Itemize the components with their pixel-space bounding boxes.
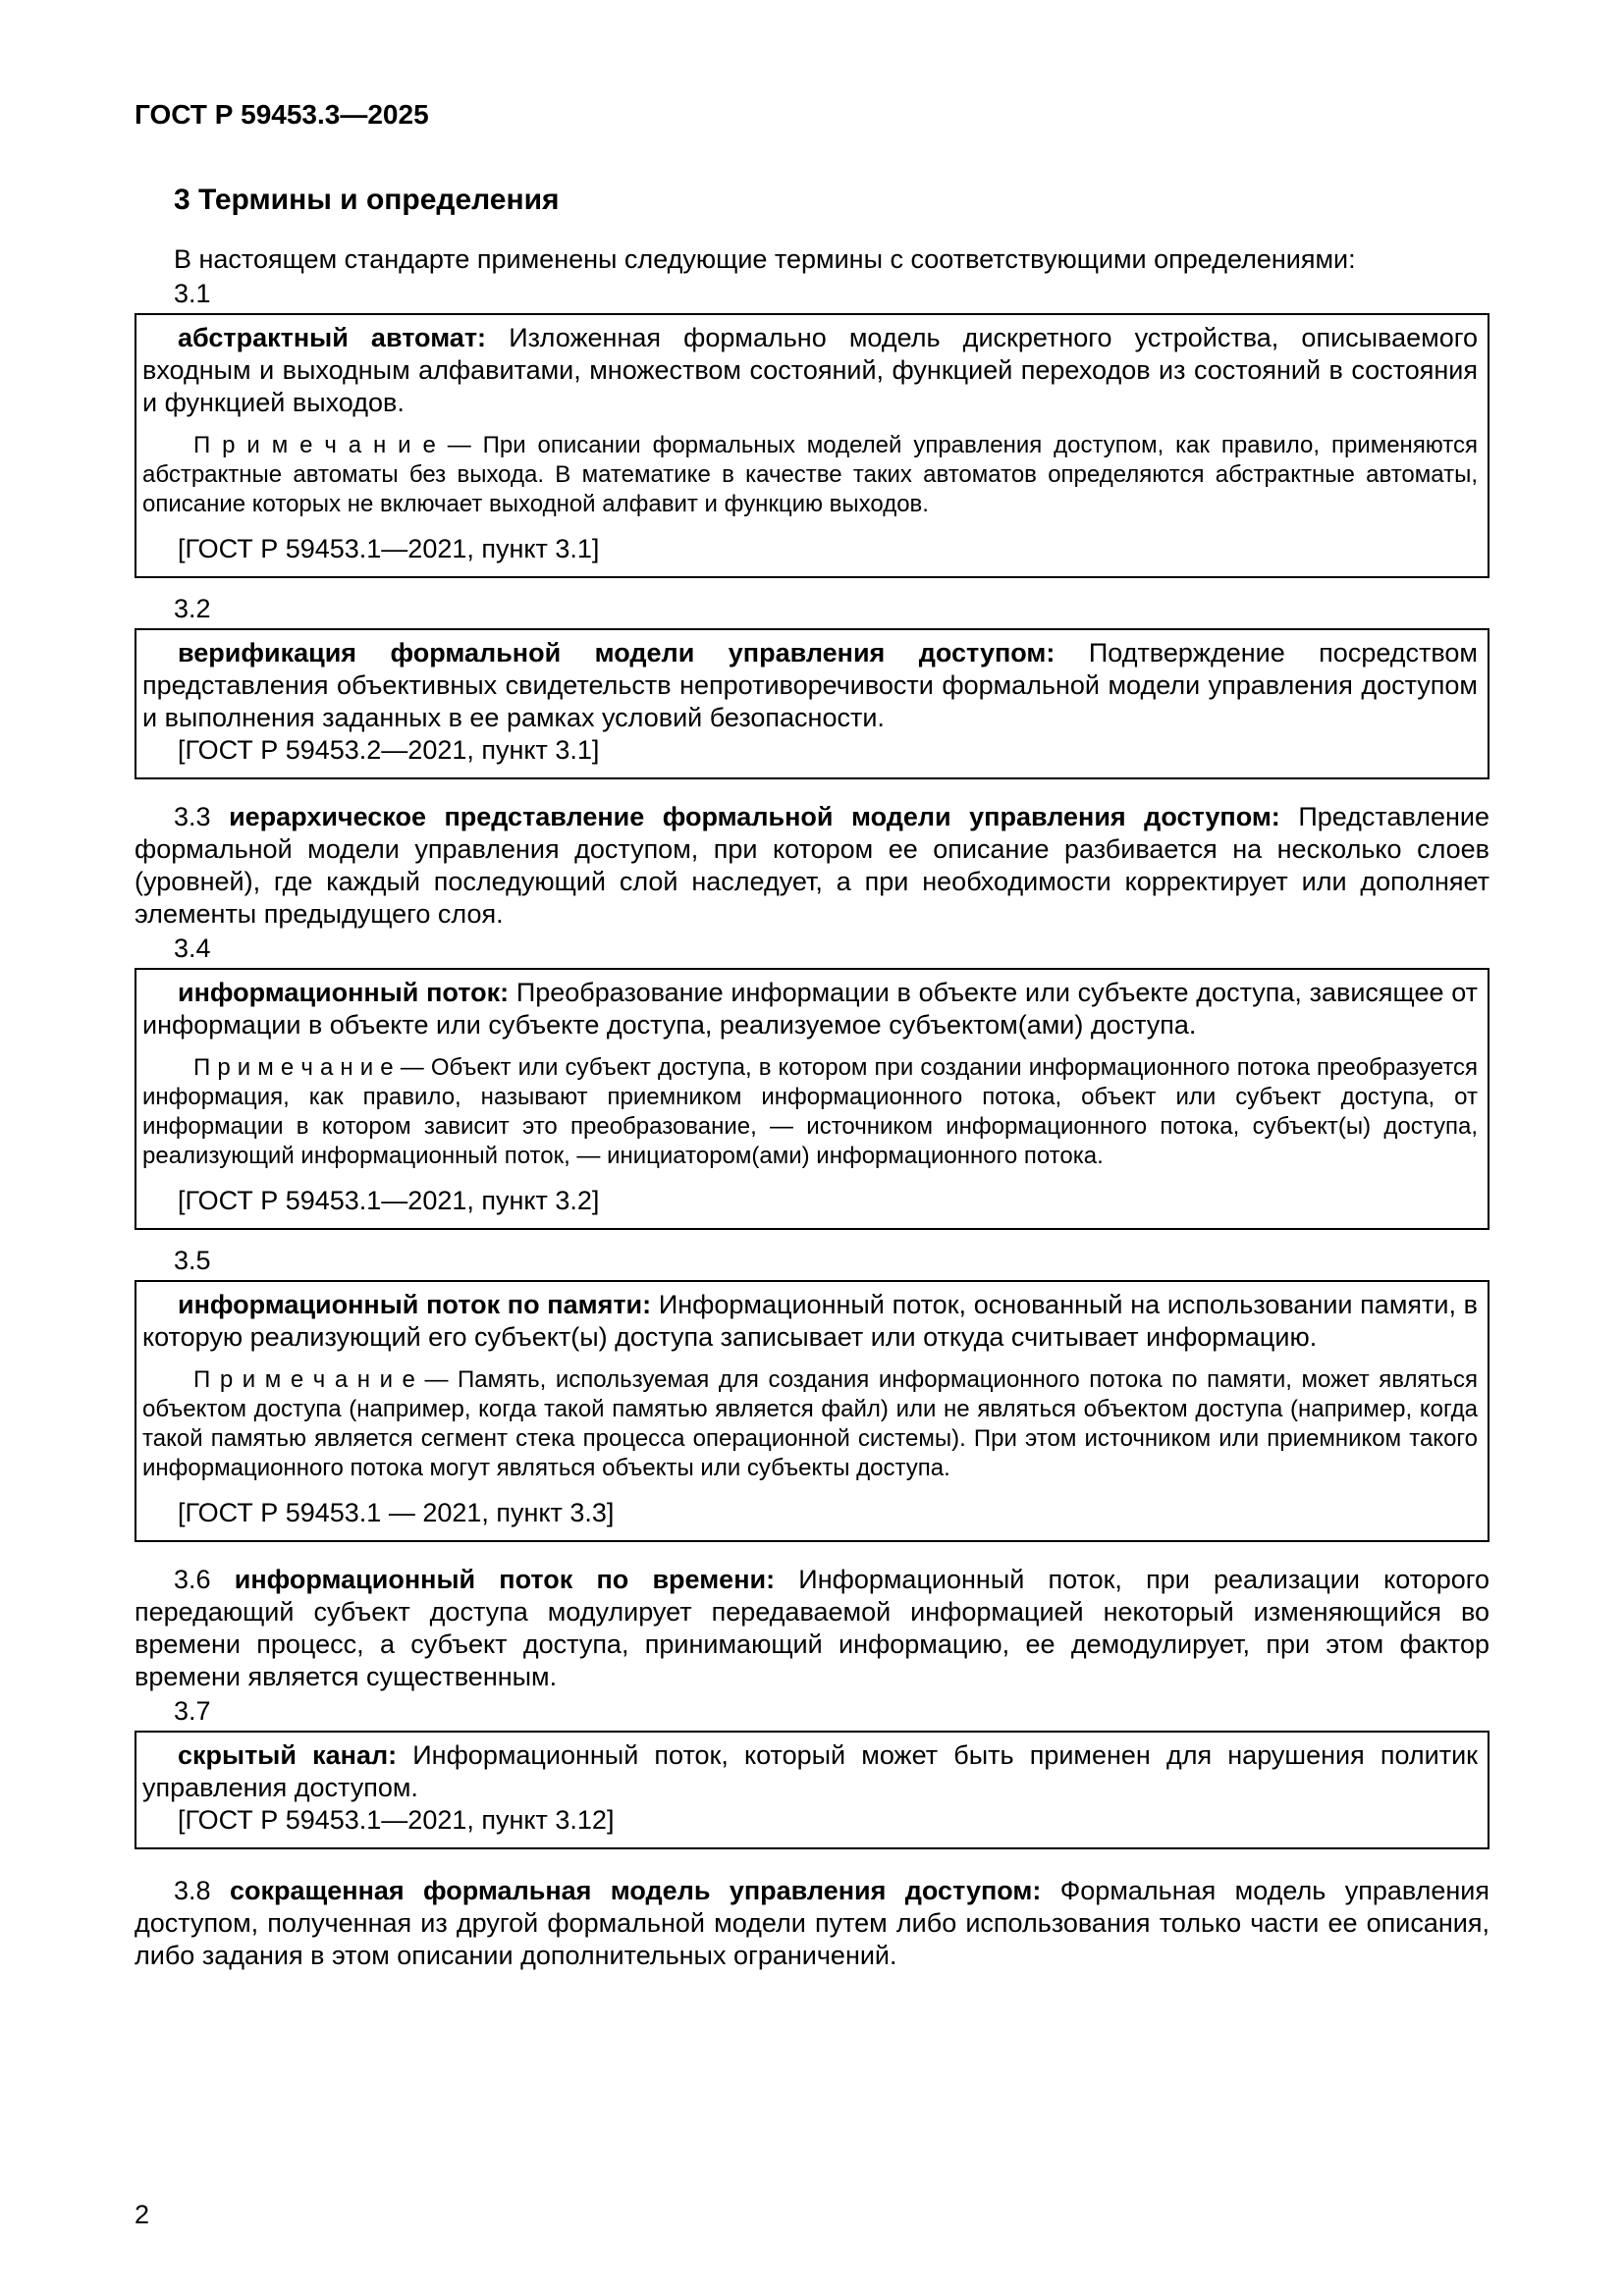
term-definition: [142, 637, 1478, 734]
term-note: П р и м е ч а н и е — При описании формальных моделей управления доступом, как правило, применяются абстрактные автоматы без выхода. В математике в качестве таких автоматов определяются абстрактные автоматы, описание которых не включает выходной алфавит и функцию выходов.: [142, 432, 1478, 517]
term-source: [ГОСТ Р 59453.1—2021, пункт 3.2]: [178, 1186, 600, 1215]
term-number: 3.6: [174, 1565, 211, 1594]
term-source: [ГОСТ Р 59453.1—2021, пункт 3.12]: [178, 1805, 615, 1835]
term-definition: [135, 1875, 1489, 1972]
term-name: информационный поток по времени:: [234, 1565, 776, 1594]
definition-box: [135, 313, 1489, 578]
term-3-1: [135, 278, 1489, 578]
term-definition: [135, 1564, 1489, 1693]
term-name: иерархическое представление формальной модели управления доступом:: [229, 802, 1280, 831]
intro-paragraph: В настоящем стандарте применены следующие термины с соответствующими определениями:: [174, 244, 1356, 274]
definition-text: Информационный поток, при реализации которого передающий субъект доступа модулирует передаваемой информацией некоторый изменяющийся во времени процесс, а субъект доступа, принимающий информацию, ее демодулирует, при этом фактор времени является существенным.: [135, 1565, 1489, 1691]
term-3-2: [135, 593, 1489, 779]
term-3-5: [135, 1245, 1489, 1542]
term-note: П р и м е ч а н и е — Память, используемая для создания информационного потока по памяти, может являться объектом доступа (например, когда такой памятью является файл) или не являться объектом доступа (например, когда такой памятью является сегмент стека процесса операционной системы). При этом источником или приемником такого информационного потока могут являться объекты или субъекты доступа.: [142, 1366, 1478, 1481]
term-note: П р и м е ч а н и е — Объект или субъект доступа, в котором при создании информационного потока преобразуется информация, как правило, называют приемником информационного потока, объект или субъект доступа, от информации в котором зависит это преобразование, — источником информационного потока, субъект(ы) доступа, реализующий информационный поток, — инициатором(ами) информационного потока.: [142, 1054, 1478, 1169]
term-name: абстрактный автомат:: [178, 323, 487, 352]
term-number: 3.4: [174, 934, 211, 963]
term-number: 3.2: [174, 594, 211, 623]
term-definition: [142, 322, 1478, 419]
term-definition: [142, 977, 1478, 1041]
term-name: верификация формальной модели управления доступом:: [178, 638, 1056, 667]
page-content: [135, 98, 1489, 1972]
term-name: сокращенная формальная модель управления доступом:: [229, 1876, 1042, 1905]
definition-box: [135, 628, 1489, 779]
term-3-3: [135, 801, 1489, 931]
definition-text: Подтверждение посредством представления объективных свидетельств непротиворечивости формальной модели управления доступом и выполнения заданных в ее рамках условий безопасности.: [142, 638, 1478, 732]
term-number: 3.1: [174, 279, 211, 308]
term-number: 3.7: [174, 1696, 211, 1726]
term-number: 3.3: [174, 802, 211, 831]
term-definition: [142, 1739, 1478, 1804]
term-number: 3.8: [174, 1876, 211, 1905]
definition-text: Формальная модель управления доступом, полученная из другой формальной модели путем либо использования только части ее описания, либо задания в этом описании дополнительных ограничений.: [135, 1876, 1489, 1970]
term-name: скрытый канал:: [178, 1740, 398, 1770]
definition-text: Представление формальной модели управления доступом, при котором ее описание разбивается на несколько слоев (уровней), где каждый последующий слой наследует, а при необходимости корректирует или дополняет элементы предыдущего слоя.: [135, 802, 1489, 929]
document-header: ГОСТ Р 59453.3—2025: [135, 99, 429, 130]
term-source: [ГОСТ Р 59453.1—2021, пункт 3.1]: [178, 534, 600, 563]
term-definition: [135, 801, 1489, 931]
term-name: информационный поток:: [178, 978, 510, 1007]
term-definition: [142, 1289, 1478, 1354]
term-3-7: [135, 1695, 1489, 1849]
definition-box: [135, 1280, 1489, 1542]
page-number: 2: [135, 2200, 150, 2229]
term-3-6: [135, 1564, 1489, 1693]
term-name: информационный поток по памяти:: [178, 1290, 652, 1319]
definition-box: [135, 968, 1489, 1230]
definition-text: Информационный поток, который может быть применен для нарушения политик управления доступом.: [142, 1740, 1478, 1802]
definition-text: Изложенная формально модель дискретного устройства, описываемого входным и выходным алфавитами, множеством состояний, функцией переходов из состояний в состояния и функцией выходов.: [142, 323, 1478, 417]
term-source: [ГОСТ Р 59453.2—2021, пункт 3.1]: [178, 735, 600, 765]
definition-text: Информационный поток, основанный на использовании памяти, в которую реализующий его субъект(ы) доступа записывает или откуда считывает информацию.: [142, 1290, 1478, 1352]
term-number: 3.5: [174, 1246, 211, 1275]
term-3-4: [135, 933, 1489, 1230]
term-3-8: [135, 1875, 1489, 1972]
term-source: [ГОСТ Р 59453.1 — 2021, пункт 3.3]: [178, 1498, 615, 1527]
definition-text: Преобразование информации в объекте или субъекте доступа, зависящее от информации в объекте или субъекте доступа, реализуемое субъектом(ами) доступа.: [142, 978, 1478, 1040]
definition-box: [135, 1731, 1489, 1849]
section-title: 3 Термины и определения: [174, 184, 560, 216]
